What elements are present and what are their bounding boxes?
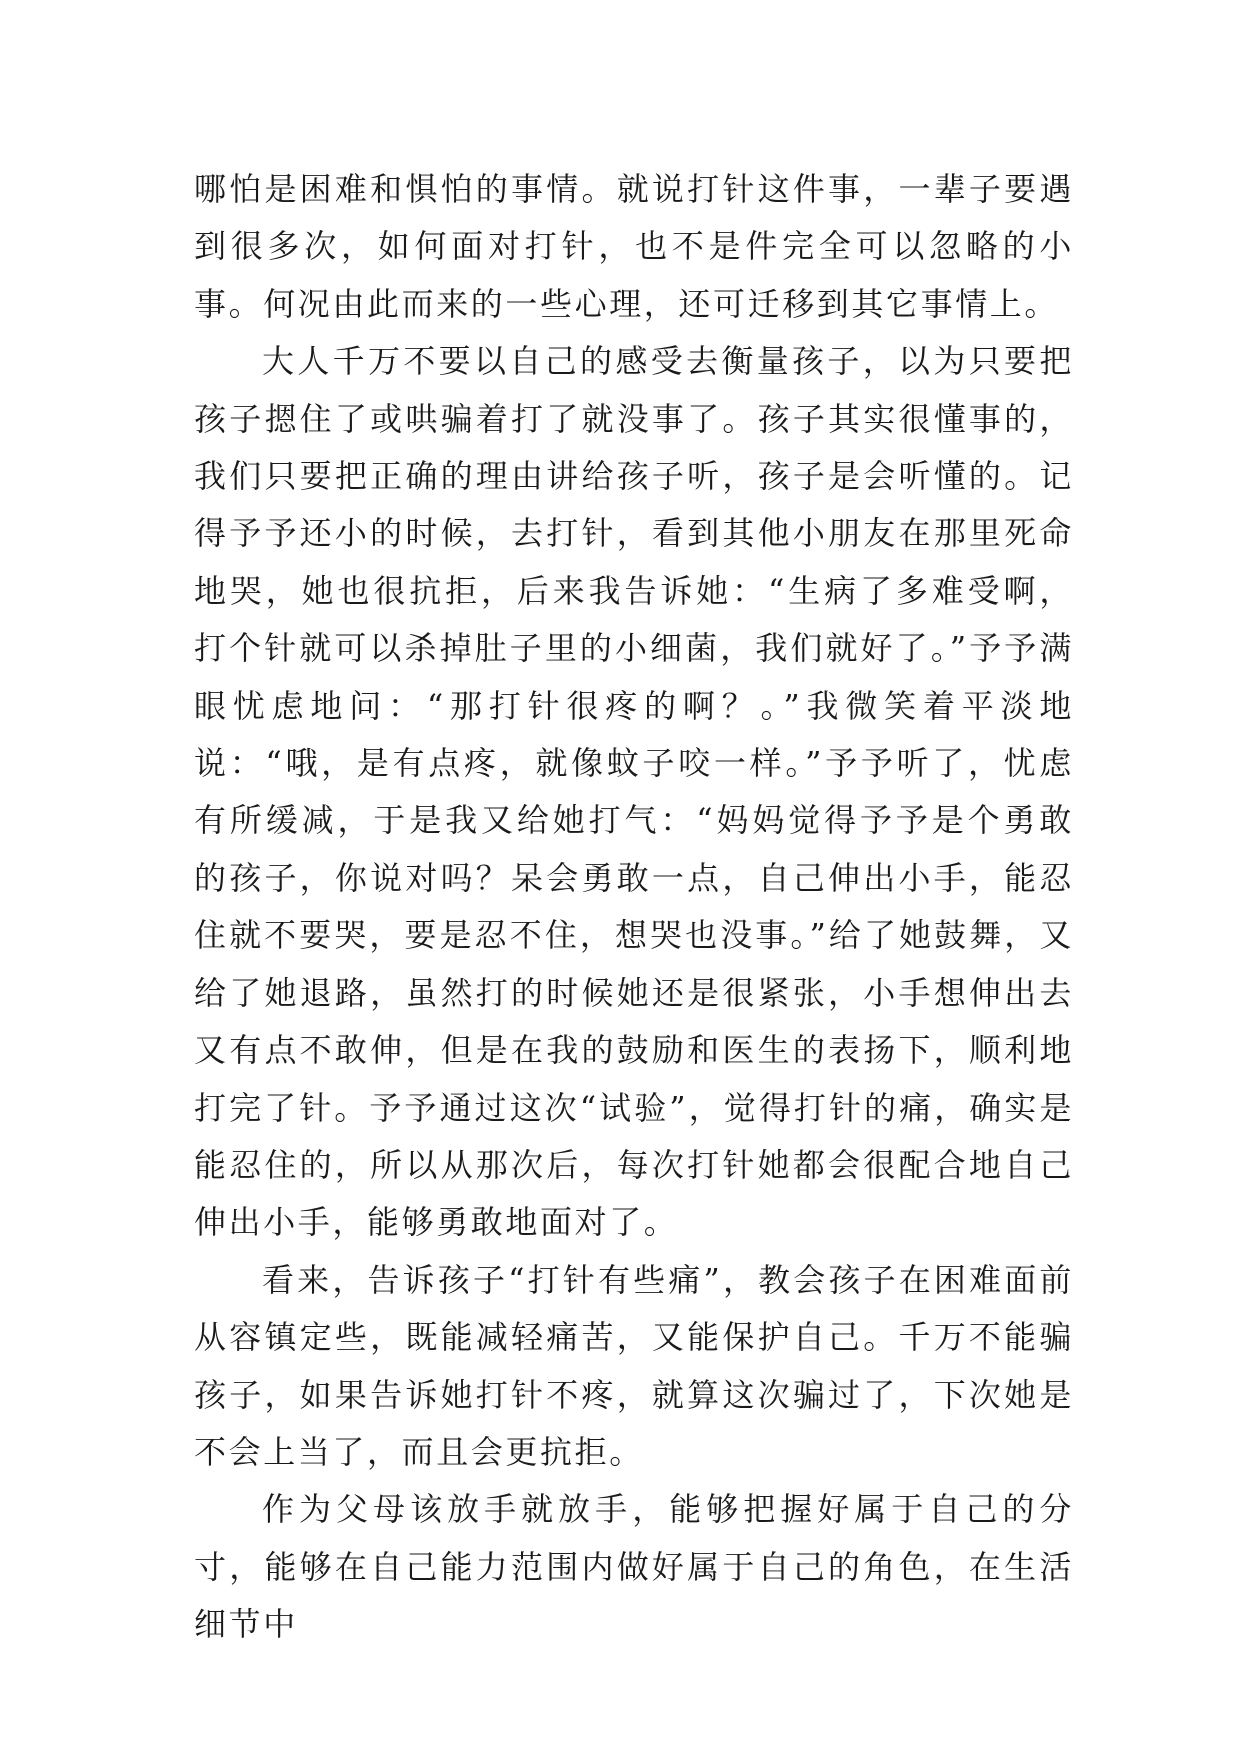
document-body (194, 161, 1074, 1654)
paragraph-1: 哪怕是困难和惧怕的事情。就说打针这件事，一辈子要遇到很多次，如何面对打针，也不是件完全可以忽略的小事。何况由此而来的一些心理，还可迁移到其它事情上。 (194, 170, 1074, 323)
paragraph-2: 大人千万不要以自己的感受去衡量孩子，以为只要把孩子摁住了或哄骗着打了就没事了。孩子其实很懂事的，我们只要把正确的理由讲给孩子听，孩子是会听懂的。记得予予还小的时候，去打针，看到其他小朋友在那里死命地哭，她也很抗拒，后来我告诉她：“生病了多难受啊，打个针就可以杀掉肚子里的小细菌，我们就好了。”予予满眼忧虑地问：“那打针很疼的啊？。”我微笑着平淡地说：“哦，是有点疼，就像蚊子咬一样。”予予听了，忧虑有所缓减，于是我又给她打气：“妈妈觉得予予是个勇敢的孩子，你说对吗？呆会勇敢一点，自己伸出小手，能忍住就不要哭，要是忍不住，想哭也没事。”给了她鼓舞，又给了她退路，虽然打的时候她还是很紧张，小手想伸出去又有点不敢伸，但是在我的鼓励和医生的表扬下，顺利地打完了针。予予通过这次“试验”，觉得打针的痛，确实是能忍住的，所以从那次后，每次打针她都会很配合地自己伸出小手，能够勇敢地面对了。 (194, 342, 1074, 1242)
paragraph-4: 作为父母该放手就放手，能够把握好属于自己的分寸，能够在自己能力范围内做好属于自己的角色，在生活细节中 (194, 1490, 1074, 1644)
paragraph-3: 看来，告诉孩子“打针有些痛”，教会孩子在困难面前从容镇定些，既能减轻痛苦，又能保护自己。千万不能骗孩子，如果告诉她打针不疼，就算这次骗过了，下次她是不会上当了，而且会更抗拒。 (194, 1260, 1074, 1471)
